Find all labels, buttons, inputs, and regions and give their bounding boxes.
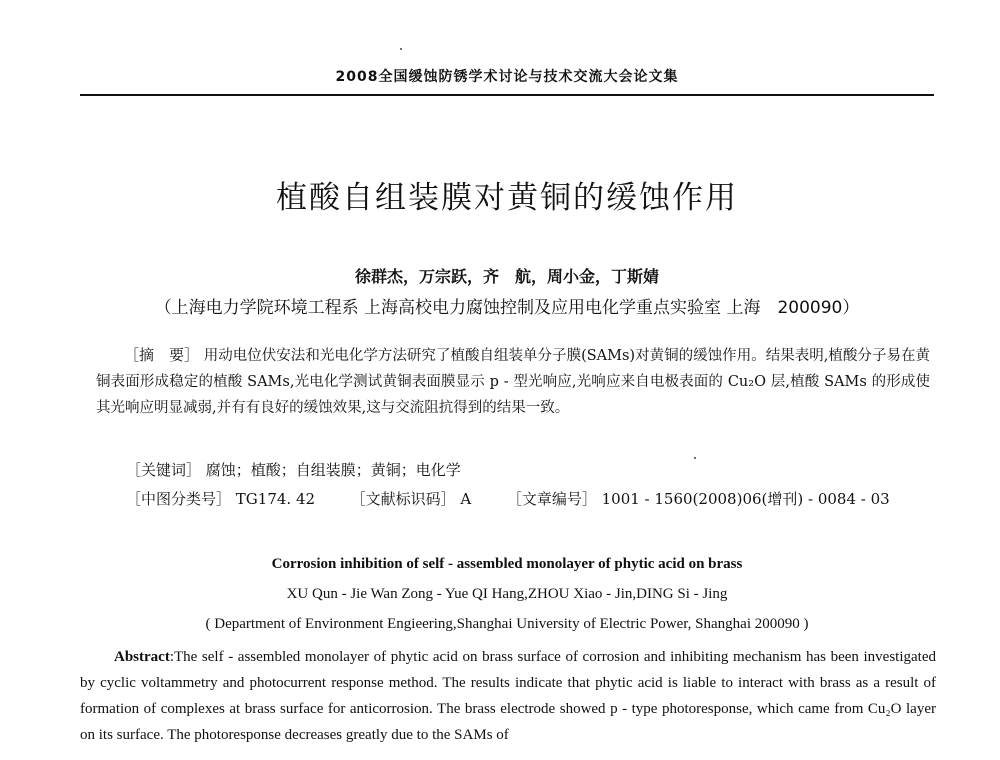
abstract-cn [96,342,930,421]
abstract-cn-label: ［摘 要］ [124,346,200,364]
running-head: 2008全国缓蚀防锈学术讨论与技术交流大会论文集 [335,69,679,85]
abstract-en-label: Abstract [114,649,170,665]
keywords-text: 腐蚀；植酸；自组装膜；黄铜；电化学 [205,461,461,479]
abstract-cn-text: 用动电位伏安法和光电化学方法研究了植酸自组装单分子膜(SAMs)对黄铜的缓蚀作用。结果表明,植酸分子易在黄铜表面形成稳定的植酸 SAMs,光电化学测试黄铜表面膜显示 p - 型光响应,光响应来自电极表面的 Cu₂O 层,植酸 SAMs 的形成使其光响应明显减弱,并有有良好的缓蚀效果,这与交流阻抗得到的结果一致。 [96,348,930,416]
scan-speck [400,48,402,50]
keywords-label: ［关键词］ [126,461,202,479]
scan-speck [694,457,696,459]
article-no-value: 1001 - 1560(2008)06(增刊) - 0084 - 03 [601,490,890,508]
article-no-label: ［文章编号］ [506,490,597,508]
authors-en: XU Qun - Jie Wan Zong - Yue QI Hang,ZHOU Xiao - Jin,DING Si - Jing [286,586,728,602]
classification-line [126,488,890,509]
paper-title-en: Corrosion inhibition of self - assembled monolayer of phytic acid on brass [271,556,743,572]
clc-value: TG174. 42 [235,490,316,508]
doc-code-value: A [460,490,472,508]
abstract-en [80,644,936,748]
affiliation-en: ( Department of Environment Engieering,Shanghai University of Electric Power, Shanghai 200090 ) [205,616,809,632]
paper-title-cn: 植酸自组装膜对黄铜的缓蚀作用 [276,180,738,216]
clc-label: ［中图分类号］ [126,490,232,508]
doc-code-label: ［文献标识码］ [350,490,456,508]
affiliation-cn: （上海电力学院环境工程系 上海高校电力腐蚀控制及应用电化学重点实验室 上海 200090） [154,298,860,318]
keywords-cn [126,459,461,480]
header-rule [80,94,934,96]
authors-cn: 徐群杰，万宗跃，齐 航，周小金，丁斯婧 [354,267,659,286]
abstract-en-text: :The self - assembled monolayer of phytic acid on brass surface of corrosion and inhibiting mechanism has been investigated by cyclic voltammetry and photocurrent response method. The results indicate that phytic acid is liable to interact with brass as a result of formation of complexes at brass surface for anticorrosion. The brass electrode showed p - type photoresponse, which came from Cu₂O layer on its surface. The photoresponse decreases greatly due to the SAMs of [80,649,936,743]
